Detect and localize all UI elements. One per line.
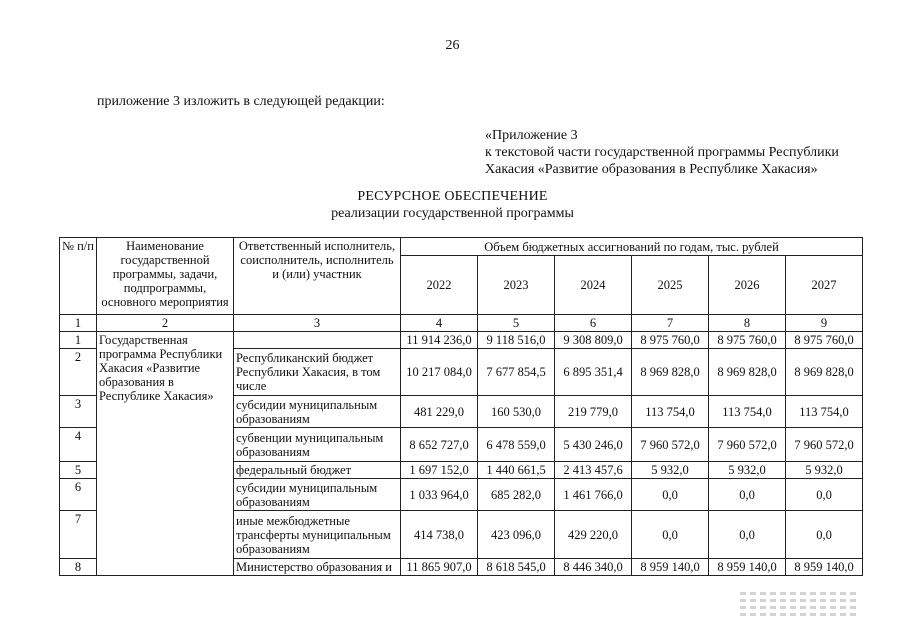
value-cell: 9 308 809,0 [555,332,632,349]
col-number: 7 [632,315,709,332]
value-cell: 8 975 760,0 [786,332,863,349]
row-number: 6 [60,479,97,511]
value-cell: 7 960 572,0 [786,428,863,462]
value-cell: 8 959 140,0 [786,559,863,576]
value-cell: 481 229,0 [401,396,478,428]
value-cell: 2 413 457,6 [555,462,632,479]
value-cell: 1 033 964,0 [401,479,478,511]
appendix-heading [485,127,839,178]
value-cell: 5 932,0 [786,462,863,479]
col-number: 6 [555,315,632,332]
row-executor: Министерство образования и [234,559,401,576]
header-year: 2022 [401,256,478,315]
row-executor: субвенции муниципальным образованиям [234,428,401,462]
value-cell: 6 478 559,0 [478,428,555,462]
value-cell: 414 738,0 [401,511,478,559]
col-number: 2 [97,315,234,332]
value-cell: 8 969 828,0 [632,349,709,396]
value-cell: 8 959 140,0 [709,559,786,576]
value-cell: 429 220,0 [555,511,632,559]
value-cell: 0,0 [709,511,786,559]
row-executor: федеральный бюджет [234,462,401,479]
value-cell: 1 697 152,0 [401,462,478,479]
value-cell: 6 895 351,4 [555,349,632,396]
value-cell: 160 530,0 [478,396,555,428]
row-executor: Республиканский бюджет Республики Хакасия, в том числе [234,349,401,396]
value-cell: 8 969 828,0 [786,349,863,396]
value-cell: 113 754,0 [709,396,786,428]
row-executor: субсидии муниципальным образованиям [234,396,401,428]
header-name: Наименование государственной программы, задачи, подпрограммы, основного мероприятия [97,238,234,315]
col-number: 3 [234,315,401,332]
value-cell: 113 754,0 [632,396,709,428]
value-cell: 5 932,0 [632,462,709,479]
table-row [60,332,863,349]
header-budget: Объем бюджетных ассигнований по годам, тыс. рублей [401,238,863,256]
value-cell: 8 975 760,0 [709,332,786,349]
value-cell: 8 618 545,0 [478,559,555,576]
value-cell: 7 960 572,0 [632,428,709,462]
col-number: 4 [401,315,478,332]
header-executor: Ответственный исполнитель, соисполнитель, исполнитель и (или) участник [234,238,401,315]
header-year: 2023 [478,256,555,315]
row-executor: иные межбюджетные трансферты муниципальным образованиям [234,511,401,559]
value-cell: 5 932,0 [709,462,786,479]
value-cell: 8 959 140,0 [632,559,709,576]
row-number: 4 [60,428,97,462]
header-year: 2024 [555,256,632,315]
value-cell: 8 652 727,0 [401,428,478,462]
value-cell: 8 969 828,0 [709,349,786,396]
value-cell: 685 282,0 [478,479,555,511]
value-cell: 8 975 760,0 [632,332,709,349]
appendix-line: Хакасия «Развитие образования в Республике Хакасия» [485,162,818,177]
row-executor [234,332,401,349]
registration-stamp [740,588,860,628]
value-cell: 5 430 246,0 [555,428,632,462]
row-executor: субсидии муниципальным образованиям [234,479,401,511]
col-number: 9 [786,315,863,332]
appendix-line: «Приложение 3 [485,128,578,143]
row-number: 5 [60,462,97,479]
row-number: 7 [60,511,97,559]
col-number: 5 [478,315,555,332]
appendix-line: к текстовой части государственной программы Республики [485,145,839,160]
col-number: 8 [709,315,786,332]
header-year: 2026 [709,256,786,315]
resource-table [59,237,863,576]
value-cell: 11 914 236,0 [401,332,478,349]
value-cell: 0,0 [632,511,709,559]
value-cell: 8 446 340,0 [555,559,632,576]
value-cell: 423 096,0 [478,511,555,559]
value-cell: 219 779,0 [555,396,632,428]
header-year: 2027 [786,256,863,315]
col-number: 1 [60,315,97,332]
value-cell: 7 677 854,5 [478,349,555,396]
value-cell: 1 440 661,5 [478,462,555,479]
value-cell: 10 217 084,0 [401,349,478,396]
intro-text: приложение 3 изложить в следующей редакции: [97,94,385,109]
value-cell: 0,0 [709,479,786,511]
program-name: Государственная программа Республики Хакасия «Развитие образования в Республике Хакасия» [97,332,234,576]
header-year: 2025 [632,256,709,315]
document-title: РЕСУРСНОЕ ОБЕСПЕЧЕНИЕ [357,189,548,204]
value-cell: 113 754,0 [786,396,863,428]
value-cell: 0,0 [786,511,863,559]
value-cell: 11 865 907,0 [401,559,478,576]
page-number: 26 [445,38,460,53]
value-cell: 9 118 516,0 [478,332,555,349]
value-cell: 0,0 [632,479,709,511]
document-subtitle: реализации государственной программы [331,206,574,221]
header-num: № п/п [60,238,97,315]
row-number: 2 [60,349,97,396]
row-number: 3 [60,396,97,428]
row-number: 1 [60,332,97,349]
row-number: 8 [60,559,97,576]
value-cell: 7 960 572,0 [709,428,786,462]
value-cell: 1 461 766,0 [555,479,632,511]
value-cell: 0,0 [786,479,863,511]
